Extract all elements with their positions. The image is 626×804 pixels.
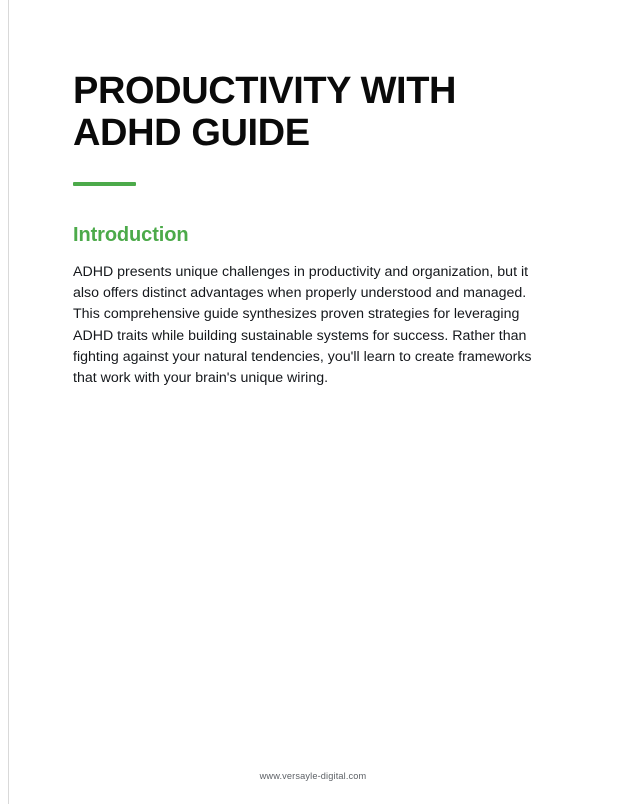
page-footer (0, 766, 626, 784)
section-heading-introduction: Introduction (73, 224, 189, 246)
page-title: PRODUCTIVITY WITH ADHD GUIDE (73, 70, 457, 154)
page-content (73, 0, 555, 389)
page-edge-divider (8, 0, 9, 804)
footer-website-url: www.versayle-digital.com (259, 771, 367, 781)
section-body-introduction: ADHD presents unique challenges in productivity and organization, but it also offers distinct advantages when properly understood and managed. This comprehensive guide synthesizes proven strategies for leveraging ADHD traits while building sustainable systems for success. Rather than fighting against your natural tendencies, you'll learn to create frameworks that work with your brain's unique wiring. (73, 264, 532, 387)
